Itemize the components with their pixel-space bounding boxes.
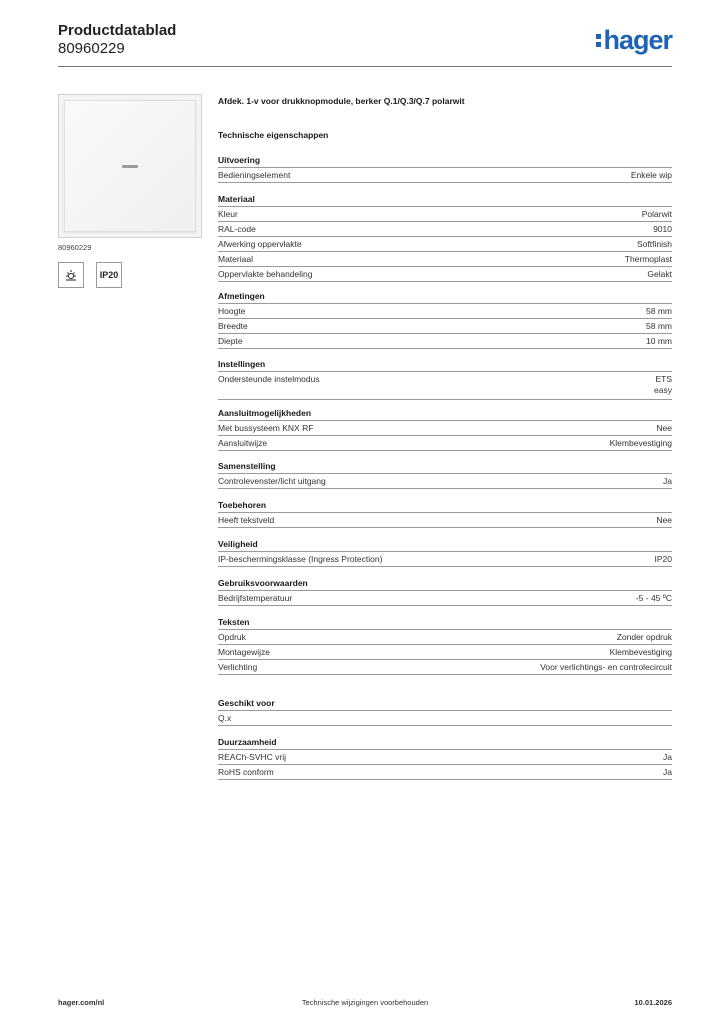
spec-label: IP-beschermingsklasse (Ingress Protection) — [218, 554, 383, 564]
section-title: Afmetingen — [218, 291, 672, 304]
section-duurzaamheid — [218, 737, 672, 780]
spec-row — [218, 319, 672, 334]
spec-row — [218, 513, 672, 528]
spec-value: Ja — [663, 476, 672, 486]
section-title: Instellingen — [218, 359, 672, 372]
spec-row — [218, 252, 672, 267]
spec-label: Bedieningselement — [218, 170, 291, 180]
spec-value: Softfinish — [637, 239, 672, 249]
spec-row — [218, 750, 672, 765]
section-samenstelling — [218, 461, 672, 489]
spec-value: Enkele wip — [630, 170, 672, 180]
section-instellingen — [218, 359, 672, 400]
spec-label: Diepte — [218, 336, 243, 346]
product-image — [58, 94, 202, 238]
hager-logo — [596, 26, 672, 54]
spec-label: Aansluitwijze — [218, 438, 268, 448]
spec-value: Ja — [663, 752, 672, 762]
spec-label: Opdruk — [218, 632, 246, 642]
spec-value: Polarwit — [641, 209, 672, 219]
spec-row — [218, 630, 672, 645]
spec-row — [218, 591, 672, 606]
spec-value: Klembevestiging — [609, 438, 672, 448]
section-uitvoering — [218, 155, 672, 183]
section-gebruiksvoorwaarden — [218, 578, 672, 606]
section-geschikt-voor — [218, 698, 672, 726]
logo-dots — [596, 34, 601, 47]
footer-disclaimer: Technische wijzigingen voorbehouden — [301, 998, 429, 1007]
ip-rating-badge: IP20 — [96, 262, 122, 288]
spec-value: Voor verlichtings- en controlecircuit — [540, 662, 672, 672]
spec-row — [218, 222, 672, 237]
spec-value: 58 mm — [646, 321, 672, 331]
section-teksten — [218, 617, 672, 675]
section-title: Samenstelling — [218, 461, 672, 474]
spec-value: 10 mm — [646, 336, 672, 346]
section-title: Duurzaamheid — [218, 737, 672, 750]
spec-label: Kleur — [218, 209, 238, 219]
spec-label: Verlichting — [218, 662, 258, 672]
spec-label: Controlevenster/licht uitgang — [218, 476, 326, 486]
section-title: Aansluitmogelijkheden — [218, 408, 672, 421]
spec-row — [218, 436, 672, 451]
header-divider — [58, 66, 672, 67]
spec-label: Afwerking oppervlakte — [218, 239, 302, 249]
section-aansluitmogelijkheden — [218, 408, 672, 451]
spec-label: REACh-SVHC vrij — [218, 752, 287, 762]
spec-value: 58 mm — [646, 306, 672, 316]
technical-properties-heading: Technische eigenschappen — [218, 130, 329, 140]
footer-date: 10.01.2026 — [634, 998, 672, 1007]
spec-label: RAL-code — [218, 224, 256, 234]
spec-label: Oppervlakte behandeling — [218, 269, 313, 279]
spec-row — [218, 372, 672, 400]
spec-label: Materiaal — [218, 254, 253, 264]
page-title: Productdatablad — [58, 22, 177, 39]
spec-value: IP20 — [654, 554, 672, 564]
spec-row — [218, 474, 672, 489]
spec-label: Hoogte — [218, 306, 246, 316]
spec-value: Ja — [663, 767, 672, 777]
section-title: Gebruiksvoorwaarden — [218, 578, 672, 591]
spec-value: -5 - 45 ºC — [635, 593, 672, 603]
spec-row — [218, 168, 672, 183]
spec-row — [218, 237, 672, 252]
spec-label: Q.x — [218, 713, 232, 723]
section-title: Geschikt voor — [218, 698, 672, 711]
section-materiaal — [218, 194, 672, 282]
product-description: Afdek. 1-v voor drukknopmodule, berker Q.1/Q.3/Q.7 polarwit — [218, 96, 465, 106]
spec-value-line: easy — [654, 385, 672, 395]
section-title: Materiaal — [218, 194, 672, 207]
section-toebehoren — [218, 500, 672, 528]
spec-row — [218, 267, 672, 282]
spec-row — [218, 207, 672, 222]
product-number: 80960229 — [58, 40, 125, 57]
spec-value: Zonder opdruk — [616, 632, 672, 642]
section-title: Uitvoering — [218, 155, 672, 168]
spec-label: RoHS conform — [218, 767, 274, 777]
spec-row — [218, 711, 672, 726]
spec-value-line: ETS — [655, 374, 672, 384]
spec-value: Gelakt — [647, 269, 672, 279]
image-caption: 80960229 — [58, 243, 92, 252]
spec-row — [218, 552, 672, 567]
indicator-window — [122, 165, 138, 168]
spec-value: Nee — [656, 515, 672, 525]
spec-value: Klembevestiging — [609, 647, 672, 657]
spec-row — [218, 765, 672, 780]
logo-wordmark: hager — [603, 25, 672, 55]
light-bulb-outlet-icon — [58, 262, 84, 288]
section-veiligheid — [218, 539, 672, 567]
spec-value — [654, 374, 672, 396]
spec-label: Bedrijfstemperatuur — [218, 593, 293, 603]
section-title: Toebehoren — [218, 500, 672, 513]
spec-label: Met bussysteem KNX RF — [218, 423, 314, 433]
spec-row — [218, 660, 672, 675]
spec-value: Thermoplast — [624, 254, 672, 264]
spec-row — [218, 304, 672, 319]
spec-row — [218, 421, 672, 436]
section-title: Veiligheid — [218, 539, 672, 552]
section-title: Teksten — [218, 617, 672, 630]
header-block — [58, 22, 176, 58]
spec-label: Heeft tekstveld — [218, 515, 275, 525]
spec-value: 9010 — [653, 224, 672, 234]
spec-value: Nee — [656, 423, 672, 433]
spec-row — [218, 645, 672, 660]
footer-website-link[interactable]: hager.com/nl — [58, 998, 105, 1007]
spec-label: Breedte — [218, 321, 248, 331]
spec-label: Montagewijze — [218, 647, 270, 657]
spec-row — [218, 334, 672, 349]
section-afmetingen — [218, 291, 672, 349]
spec-label: Ondersteunde instelmodus — [218, 374, 320, 384]
